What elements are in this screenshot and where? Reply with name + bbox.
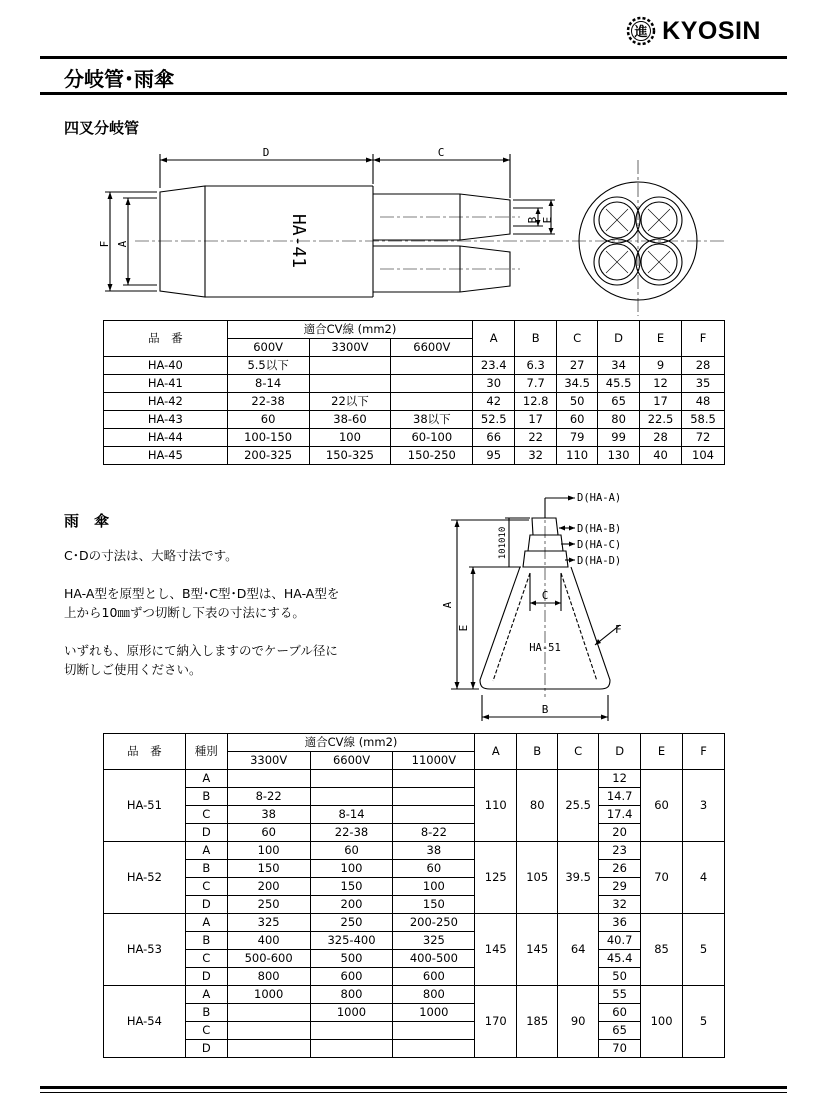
cell-F: 4 — [683, 842, 725, 914]
cell-6600v: 38以下 — [391, 411, 473, 429]
cell-B: 105 — [517, 842, 558, 914]
cell-11000v: 1000 — [393, 1004, 475, 1022]
cell-D: 20 — [599, 824, 641, 842]
table-row — [104, 986, 725, 1004]
four-branch-drawing — [95, 140, 735, 318]
cell-type: A — [185, 986, 227, 1004]
cell-6600v: 600 — [310, 968, 393, 986]
brand-name: KYOSIN — [662, 16, 761, 45]
header-11000v: 11000V — [393, 752, 475, 770]
cell-6600v — [310, 788, 393, 806]
note-line-4: いずれも、原形にて納入しますのでケーブル径に — [64, 643, 338, 658]
header-B: B — [515, 321, 557, 357]
cell-C: 110 — [557, 447, 598, 465]
cell-A: 145 — [475, 914, 517, 986]
page-title: 分岐管･雨傘 — [64, 67, 174, 91]
cell-11000v — [393, 806, 475, 824]
cell-type: C — [185, 1022, 227, 1040]
cell-11000v: 600 — [393, 968, 475, 986]
cell-3300v — [227, 770, 310, 788]
cell-6600v — [310, 770, 393, 788]
cell-11000v — [393, 770, 475, 788]
cell-A: 95 — [473, 447, 515, 465]
section1-title: 四叉分岐管 — [64, 119, 140, 137]
cell-F: 28 — [682, 357, 725, 375]
four-branch-table — [103, 320, 725, 465]
cell-B: 7.7 — [515, 375, 557, 393]
cell-11000v — [393, 1040, 475, 1058]
cell-600v: 200-325 — [227, 447, 309, 465]
table-row — [104, 914, 725, 932]
cell-3300v: 38-60 — [309, 411, 391, 429]
table-row — [104, 429, 725, 447]
cell-type: B — [185, 932, 227, 950]
header-D: D — [598, 321, 640, 357]
cell-11000v: 800 — [393, 986, 475, 1004]
cell-3300v: 60 — [227, 824, 310, 842]
cell-3300v: 8-22 — [227, 788, 310, 806]
cell-3300v: 325 — [227, 914, 310, 932]
four-branch-table-body — [104, 357, 725, 465]
cell-3300v — [227, 1022, 310, 1040]
cell-D: 70 — [599, 1040, 641, 1058]
table-row — [104, 842, 725, 860]
cell-3300v — [227, 1004, 310, 1022]
cell-6600v: 100 — [310, 860, 393, 878]
cell-type: A — [185, 842, 227, 860]
cell-D: 14.7 — [599, 788, 641, 806]
cell-type: D — [185, 824, 227, 842]
cell-D: 99 — [598, 429, 640, 447]
cell-3300v: 800 — [227, 968, 310, 986]
cell-part-number: HA-43 — [104, 411, 228, 429]
cell-3300v: 400 — [227, 932, 310, 950]
dim-label-D: D — [262, 146, 270, 159]
cell-6600v: 60-100 — [391, 429, 473, 447]
cell-part-number: HA-53 — [104, 914, 186, 986]
cell-3300v — [309, 357, 391, 375]
cell-F: 5 — [683, 986, 725, 1058]
cell-A: 23.4 — [473, 357, 515, 375]
cell-C: 50 — [557, 393, 598, 411]
cell-E: 9 — [640, 357, 682, 375]
label-step-dims: 101010 — [498, 526, 508, 560]
cell-type: C — [185, 878, 227, 896]
cell-3300v — [309, 375, 391, 393]
cell-6600v — [391, 357, 473, 375]
cell-D: 17.4 — [599, 806, 641, 824]
cell-D: 40.7 — [599, 932, 641, 950]
cell-3300v: 38 — [227, 806, 310, 824]
cell-11000v — [393, 1022, 475, 1040]
rain-shed-body-label: HA-51 — [529, 642, 561, 654]
cell-E: 12 — [640, 375, 682, 393]
cell-B: 12.8 — [515, 393, 557, 411]
cell-3300v: 150 — [227, 860, 310, 878]
cell-C: 79 — [557, 429, 598, 447]
cell-D: 130 — [598, 447, 640, 465]
cell-type: A — [185, 914, 227, 932]
table-row — [104, 393, 725, 411]
cell-part-number: HA-51 — [104, 770, 186, 842]
cell-A: 110 — [475, 770, 517, 842]
section2-title: 雨 傘 — [64, 512, 110, 530]
cell-D: 23 — [599, 842, 641, 860]
note-line-5: 切断しご使用ください。 — [64, 662, 202, 677]
cell-E: 28 — [640, 429, 682, 447]
cell-C: 34.5 — [557, 375, 598, 393]
header-E: E — [640, 321, 682, 357]
table-row — [104, 878, 725, 896]
label-D-HA-C: D(HA-C) — [577, 539, 622, 551]
header-3300v: 3300V — [309, 339, 391, 357]
cell-3300v: 100 — [227, 842, 310, 860]
cell-B: 32 — [515, 447, 557, 465]
header-600v: 600V — [227, 339, 309, 357]
cell-11000v: 8-22 — [393, 824, 475, 842]
label-B: B — [541, 703, 549, 716]
label-D-HA-D: D(HA-D) — [577, 555, 622, 567]
cell-part-number: HA-54 — [104, 986, 186, 1058]
cell-A: 170 — [475, 986, 517, 1058]
cell-E: 22.5 — [640, 411, 682, 429]
header-F: F — [683, 734, 725, 770]
header-B: B — [517, 734, 558, 770]
cell-D: 36 — [599, 914, 641, 932]
cell-type: A — [185, 770, 227, 788]
cell-type: B — [185, 788, 227, 806]
table-row — [104, 860, 725, 878]
cell-11000v — [393, 788, 475, 806]
cell-B: 22 — [515, 429, 557, 447]
cell-D: 32 — [599, 896, 641, 914]
cell-11000v: 100 — [393, 878, 475, 896]
cell-A: 42 — [473, 393, 515, 411]
cell-C: 60 — [557, 411, 598, 429]
cell-D: 12 — [599, 770, 641, 788]
cell-D: 65 — [599, 1022, 641, 1040]
cell-6600v: 150 — [310, 878, 393, 896]
cell-6600v: 325-400 — [310, 932, 393, 950]
header-C: C — [558, 734, 599, 770]
cell-B: 17 — [515, 411, 557, 429]
table-row — [104, 770, 725, 788]
table-row — [104, 806, 725, 824]
cell-type: C — [185, 806, 227, 824]
cell-C: 25.5 — [558, 770, 599, 842]
cell-3300v: 22以下 — [309, 393, 391, 411]
table-row — [104, 1040, 725, 1058]
cell-A: 125 — [475, 842, 517, 914]
table-row — [104, 788, 725, 806]
table-row — [104, 896, 725, 914]
cell-A: 66 — [473, 429, 515, 447]
cell-D: 65 — [598, 393, 640, 411]
note-line-3: 上から10㎜ずつ切断し下表の寸法にする。 — [64, 605, 305, 620]
cell-D: 34 — [598, 357, 640, 375]
header-E: E — [641, 734, 683, 770]
cell-3300v: 150-325 — [309, 447, 391, 465]
rain-shed-table-body — [104, 770, 725, 1058]
label-A: A — [441, 601, 454, 609]
header-part-number: 品 番 — [104, 321, 228, 357]
cell-E: 60 — [641, 770, 683, 842]
cell-C: 64 — [558, 914, 599, 986]
header-applicable-cv: 適合CV線 (mm2) — [227, 321, 473, 339]
cell-type: D — [185, 896, 227, 914]
table-row — [104, 357, 725, 375]
header-rule-bottom — [40, 92, 787, 95]
header-part-number: 品 番 — [104, 734, 186, 770]
cell-6600v: 800 — [310, 986, 393, 1004]
cell-600v: 8-14 — [227, 375, 309, 393]
cell-part-number: HA-40 — [104, 357, 228, 375]
dim-label-B: B — [526, 216, 539, 224]
cell-11000v: 150 — [393, 896, 475, 914]
cell-6600v: 250 — [310, 914, 393, 932]
cell-E: 100 — [641, 986, 683, 1058]
cell-3300v — [227, 1040, 310, 1058]
cell-E: 17 — [640, 393, 682, 411]
cell-E: 85 — [641, 914, 683, 986]
cell-D: 60 — [599, 1004, 641, 1022]
cell-D: 55 — [599, 986, 641, 1004]
label-D-HA-B: D(HA-B) — [577, 523, 622, 535]
cell-E: 40 — [640, 447, 682, 465]
cell-F: 58.5 — [682, 411, 725, 429]
cell-F: 104 — [682, 447, 725, 465]
cell-3300v: 200 — [227, 878, 310, 896]
cell-B: 80 — [517, 770, 558, 842]
header-3300v: 3300V — [227, 752, 310, 770]
cell-6600v — [391, 393, 473, 411]
header-A: A — [473, 321, 515, 357]
note-line-2: HA-A型を原型とし、B型･C型･D型は、HA-A型を — [64, 586, 340, 601]
logo-character: 進 — [634, 25, 648, 40]
cell-C: 90 — [558, 986, 599, 1058]
cell-11000v: 325 — [393, 932, 475, 950]
cell-11000v: 38 — [393, 842, 475, 860]
header-6600v: 6600V — [391, 339, 473, 357]
cell-600v: 22-38 — [227, 393, 309, 411]
cell-type: C — [185, 950, 227, 968]
rain-shed-drawing — [435, 485, 685, 730]
cell-E: 70 — [641, 842, 683, 914]
cell-F: 35 — [682, 375, 725, 393]
cell-F: 5 — [683, 914, 725, 986]
table-row — [104, 932, 725, 950]
cell-part-number: HA-44 — [104, 429, 228, 447]
table-row — [104, 950, 725, 968]
cell-3300v: 1000 — [227, 986, 310, 1004]
table-row — [104, 1004, 725, 1022]
cell-600v: 100-150 — [227, 429, 309, 447]
footer-rule-top — [40, 1086, 787, 1089]
cell-part-number: HA-52 — [104, 842, 186, 914]
cell-6600v — [310, 1022, 393, 1040]
label-D-HA-A: D(HA-A) — [577, 492, 622, 504]
header-D: D — [599, 734, 641, 770]
footer-rule-bottom — [40, 1092, 787, 1093]
cell-B: 145 — [517, 914, 558, 986]
cell-11000v: 200-250 — [393, 914, 475, 932]
cell-11000v: 60 — [393, 860, 475, 878]
table-row — [104, 447, 725, 465]
kyosin-logo-icon — [626, 16, 656, 46]
header-6600v: 6600V — [310, 752, 393, 770]
table-row — [104, 968, 725, 986]
cell-3300v: 500-600 — [227, 950, 310, 968]
dim-label-A: A — [116, 240, 129, 248]
cell-F: 72 — [682, 429, 725, 447]
cell-6600v: 22-38 — [310, 824, 393, 842]
cell-6600v: 200 — [310, 896, 393, 914]
cell-F: 48 — [682, 393, 725, 411]
rain-shed-table — [103, 733, 725, 1058]
cell-part-number: HA-42 — [104, 393, 228, 411]
dim-label-C: C — [437, 146, 445, 159]
cell-type: D — [185, 968, 227, 986]
cell-3300v: 250 — [227, 896, 310, 914]
cell-part-number: HA-41 — [104, 375, 228, 393]
table-row — [104, 375, 725, 393]
header-A: A — [475, 734, 517, 770]
cell-D: 45.4 — [599, 950, 641, 968]
cell-type: D — [185, 1040, 227, 1058]
cell-type: B — [185, 1004, 227, 1022]
cell-D: 80 — [598, 411, 640, 429]
cell-600v: 5.5以下 — [227, 357, 309, 375]
cell-B: 185 — [517, 986, 558, 1058]
cell-11000v: 400-500 — [393, 950, 475, 968]
cell-6600v — [391, 375, 473, 393]
cell-600v: 60 — [227, 411, 309, 429]
cell-D: 29 — [599, 878, 641, 896]
table-row — [104, 411, 725, 429]
cell-C: 39.5 — [558, 842, 599, 914]
cell-3300v: 100 — [309, 429, 391, 447]
cell-type: B — [185, 860, 227, 878]
cell-A: 52.5 — [473, 411, 515, 429]
cell-C: 27 — [557, 357, 598, 375]
label-E: E — [457, 624, 470, 632]
body-label: HA-41 — [288, 213, 309, 269]
cell-D: 26 — [599, 860, 641, 878]
cell-D: 45.5 — [598, 375, 640, 393]
dim-label-F: F — [98, 240, 111, 248]
header-type: 種別 — [185, 734, 227, 770]
cell-part-number: HA-45 — [104, 447, 228, 465]
dim-label-E: E — [541, 216, 554, 224]
cell-D: 50 — [599, 968, 641, 986]
cell-6600v: 8-14 — [310, 806, 393, 824]
cell-6600v — [310, 1040, 393, 1058]
header-rule-top — [40, 56, 787, 59]
table-row — [104, 824, 725, 842]
cell-F: 3 — [683, 770, 725, 842]
cell-6600v: 500 — [310, 950, 393, 968]
cell-B: 6.3 — [515, 357, 557, 375]
label-C: C — [541, 589, 549, 602]
cell-6600v: 150-250 — [391, 447, 473, 465]
cell-6600v: 1000 — [310, 1004, 393, 1022]
header-C: C — [557, 321, 598, 357]
header-F: F — [682, 321, 725, 357]
cell-A: 30 — [473, 375, 515, 393]
brand — [626, 16, 761, 46]
table-row — [104, 1022, 725, 1040]
header-applicable-cv: 適合CV線 (mm2) — [227, 734, 475, 752]
label-F: F — [615, 623, 622, 636]
note-line-1: C･Dの寸法は、大略寸法です。 — [64, 548, 238, 563]
cell-6600v: 60 — [310, 842, 393, 860]
